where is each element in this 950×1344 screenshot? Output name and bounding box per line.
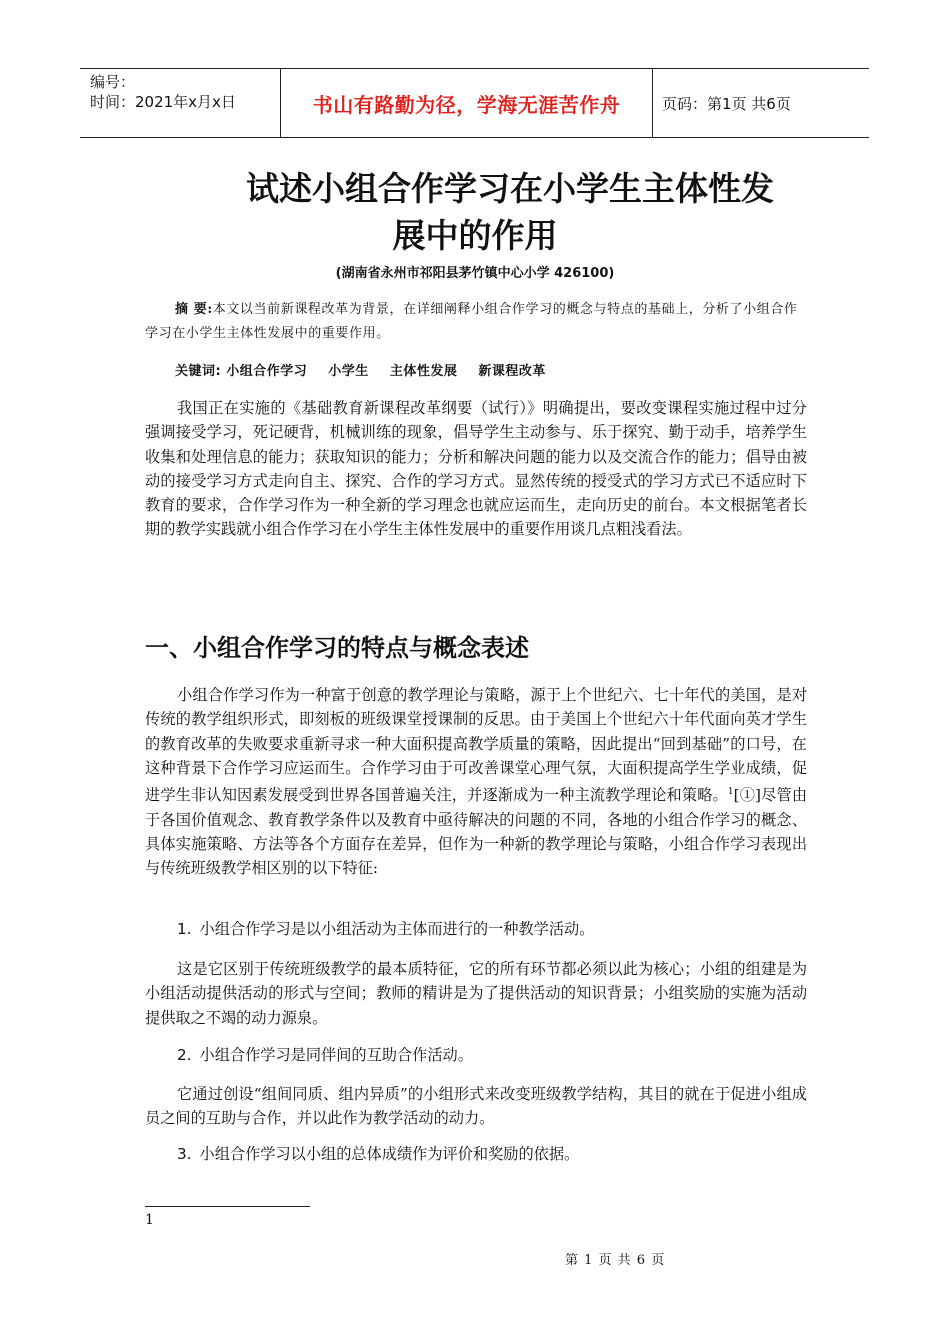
page-footer: 第 1 页 共 6 页 (565, 1253, 666, 1268)
abstract-text: 本文以当前新课程改革为背景，在详细阐释小组合作学习的概念与特点的基础上，分析了小组合作学习在小学生主体性发展中的重要作用。 (145, 302, 798, 341)
list-item-text: 小组合作学习以小组的总体成绩作为评价和奖励的依据。 (199, 1145, 580, 1163)
footnote-ref[interactable]: 1 (727, 787, 734, 798)
keywords (175, 360, 562, 379)
header-motto-cell (280, 69, 653, 137)
list-item-2 (177, 1044, 473, 1065)
footnote-number: 1 (145, 1212, 154, 1228)
document-header (80, 68, 869, 138)
keyword: 主体性发展 (389, 364, 458, 379)
paragraph-text: 小组合作学习作为一种富于创意的教学理论与策略，源于上个世纪六、七十年代的美国，是对传统的教学组织形式，即刻板的班级课堂授课制的反思。由于美国上个世纪六十年代面向英才学生的教育改革的失败要求重新寻求一种大面积提高教学质量的策略，因此提出“回到基础”的口号，在这种背景下合作学习应运而生。合作学习由于可改善课堂心理气氛，大面积提高学生学业成绩，促进学生非认知因素发展受到世界各国普遍关注，并逐渐成为一种主流教学理论和策略。 (145, 686, 807, 805)
list-item-number: 1. (177, 920, 192, 938)
list-item-number: 3. (177, 1145, 192, 1163)
document-title-line-1: 试述小组合作学习在小学生主体性发 (246, 169, 774, 208)
section-paragraph-3 (145, 1082, 807, 1131)
list-item-number: 2. (177, 1046, 192, 1064)
header-left-cell (80, 69, 280, 137)
paragraph-text: 这是它区别于传统班级教学的最本质特征，它的所有环节都必须以此为核心；小组的组建是为小组活动提供活动的形式与空间；教师的精讲是为了提供活动的知识背景；小组奖励的实施为活动提供取之不竭的动力源泉。 (145, 960, 807, 1027)
keywords-label: 关键词: (175, 364, 222, 379)
document-number-label: 编号： (90, 73, 136, 91)
header-page-info: 页码：第1页 共6页 (662, 94, 791, 113)
paragraph-text: 它通过创设“组间同质、组内异质”的小组形式来改变班级教学结构，其目的就在于促进小组成员之间的互助与合作，并以此作为教学活动的动力。 (145, 1085, 807, 1128)
intro-text: 我国正在实施的《基础教育新课程改革纲要（试行）》明确提出，要改变课程实施过程中过分强调接受学习，死记硬背，机械训练的现象，倡导学生主动参与、乐于探究、勤于动手，培养学生收集和处理信息的能力；获取知识的能力；分析和解决问题的能力以及交流合作的能力；倡导由被动的接受学习方式走向自主、探究、合作的学习方式。显然传统的授受式的学习方式已不适应时下教育的要求，合作学习作为一种全新的学习理念也就应运而生，走向历史的前台。本文根据笔者长期的教学实践就小组合作学习在小学生主体性发展中的重要作用谈几点粗浅看法。 (145, 399, 807, 539)
intro-paragraph (145, 396, 807, 542)
footnote-divider (145, 1206, 310, 1207)
list-item-text: 小组合作学习是以小组活动为主体而进行的一种教学活动。 (199, 920, 595, 938)
list-item-3 (177, 1143, 579, 1164)
author-affiliation: (湖南省永州市祁阳县茅竹镇中心小学 426100) (335, 266, 615, 281)
section-heading: 一、小组合作学习的特点与概念表述 (145, 634, 529, 662)
keyword: 小学生 (328, 364, 369, 379)
keyword: 小组合作学习 (226, 364, 308, 379)
list-item-1 (177, 918, 594, 939)
section-paragraph-2 (145, 957, 807, 1030)
keyword: 新课程改革 (478, 364, 546, 379)
section-paragraph-1 (145, 683, 807, 880)
abstract (145, 298, 805, 346)
list-item-text: 小组合作学习是同伴间的互助合作活动。 (199, 1046, 473, 1064)
document-time-label: 时间：2021年x月x日 (90, 93, 236, 111)
abstract-label: 摘 要: (175, 302, 213, 317)
document-title-line-2: 展中的作用 (392, 216, 558, 255)
header-page-cell (652, 69, 869, 137)
paragraph-text: [①]尽管由于各国价值观念、教育教学条件以及教育中亟待解决的问题的不同，各地的小组合作学习的概念、具体实施策略、方法等各个方面存在差异，但作为一种新的教学理论与策略，小组合作学习表现出与传统班级教学相区别的以下特征: (145, 786, 808, 878)
header-motto: 书山有路勤为径，学海无涯苦作舟 (312, 92, 621, 117)
